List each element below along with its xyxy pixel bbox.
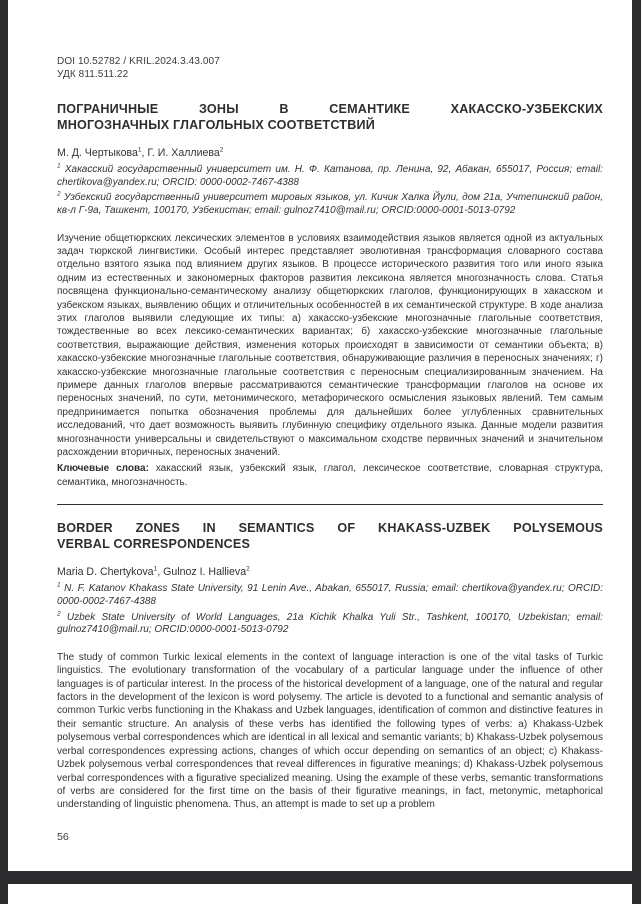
author-en-2-affiliation-mark: 2 bbox=[246, 565, 250, 573]
author-en-1-affiliation-mark: 1 bbox=[153, 565, 158, 573]
affiliation-en-1-mark: 1 bbox=[57, 582, 61, 590]
affiliation-en-2-mark: 2 bbox=[57, 610, 61, 618]
doi-line: DOI 10.52782 / KRIL.2024.3.43.007 bbox=[57, 56, 220, 67]
authors-en-separator: , bbox=[157, 566, 164, 579]
author-en-2: Gulnoz I. Hallieva bbox=[163, 566, 247, 579]
affiliation-ru-1 bbox=[57, 164, 603, 189]
author-en-1: Maria D. Chertykova bbox=[57, 566, 154, 579]
keywords-ru bbox=[57, 462, 603, 489]
affiliation-en-1-text: N. F. Katanov Khakass State University, 91 Lenin Ave., Abakan, 655017, Russia; email: chertikova@yandex.ru; ORCID: 0000-0002-7467-4388 bbox=[57, 583, 603, 608]
article-title-ru-line1: ПОГРАНИЧНЫЕ ЗОНЫ В СЕМАНТИКЕ ХАКАССКО-УЗБЕКСКИХ bbox=[57, 102, 603, 116]
article-title-ru bbox=[57, 102, 603, 133]
abstract-en: The study of common Turkic lexical elements in the context of language interaction is one of the vital tasks of Turkic linguistics. The evolutionary transformation of the vocabulary of a particular language under the influence of other languages is of particular interest. In the process of the historical development of a language, one of the natural and regular factors in the development of the lexicon is word polysemy. The article is devoted to a functional and semantic analysis of common Turkic verbs functioning in the Khakass and Uzbek languages, identification of common and distinctive features in their semantic structure. An analysis of these verbs has identified the following types of verbs: a) Khakass-Uzbek polysemous verbal correspondences which are identical in all lexical and semantic variants; b) Khakass-Uzbek polysemous verbal correspondences expressing actions, changes of which occur depending on semantics of an object; c) Khakass-Uzbek polysemous verbal correspondences that reveal differences in figurative meanings; d) Khakass-Uzbek polysemous verbal correspondences with a figurative specialized meaning. Using the example of these verbs, semantic transformations of verbs are considered for the first time on the basis of their figurative meanings, in fact, metonymic, metaphorical understanding of linguistic phenomena. Thus, an attempt is made to set up a problem bbox=[57, 651, 603, 811]
affiliation-ru-2 bbox=[57, 192, 603, 217]
next-page-sliver bbox=[8, 884, 632, 904]
article-title-en bbox=[57, 521, 603, 552]
authors-ru-separator: , bbox=[141, 147, 148, 160]
article-title-ru-line2: МНОГОЗНАЧНЫХ ГЛАГОЛЬНЫХ СООТВЕТСТВИЙ bbox=[57, 117, 375, 132]
keywords-ru-label: Ключевые слова: bbox=[57, 463, 149, 475]
article-title-en-line2: VERBAL CORRESPONDENCES bbox=[57, 536, 251, 551]
affiliation-ru-2-mark: 2 bbox=[57, 191, 61, 199]
affiliation-ru-2-text: Узбекский государственный университет мировых языков, ул. Кичик Халка Йули, дом 21а, Учтепинский район, кв-л Г-9а, Ташкент, 100170, Узбекистан; email: gulnoz7410@mail.ru; ORCID:0000-0001-5013-0792 bbox=[57, 192, 604, 216]
keywords-ru-text: хакасский язык, узбекский язык, глагол, лексическое соответствие, словарная структура, семантика, многозначность. bbox=[57, 463, 603, 488]
authors-en bbox=[57, 566, 603, 579]
affiliation-en-1 bbox=[57, 583, 603, 608]
abstract-ru: Изучение общетюркских лексических элементов в условиях взаимодействия языков является одной из актуальных задач тюркской лингвистики. Особый интерес представляет эволютивная трансформация словарного состава отдельно взятого языка под влиянием других языков. В процессе исторического развития того или иного языка одним из естественных и закономерных факторов развития лексикона является многозначность слова. Статья посвящена функционально-семантическому анализу общетюркских глаголов, функционирующих в хакасском и узбекском языках, выявлению общих и отличительных особенностей в их семантической структуре. В ходе анализа этих глаголов выявили следующие их типы: а) хакасско-узбекские многозначные глагольные соответствия, тождественные во всех лексико-семантических вариантах; б) хакасско-узбекские многозначные глагольные соответствия, выражающие действия, изменения которых происходят в зависимости от семантики объекта; в) хакасско-узбекские многозначные глагольные соответствия, обнаруживающие различия в переносных значениях; г) хакасско-узбекские многозначные глагольные соответствия с переносным специализированным значением. На примере данных глаголов впервые рассматриваются семантические трансформации глаголов на основе их переносных значений, по сути, метонимического, метафорического осмысления языковых явлений. Тем самым предпринимается попытка обозначения проблемы для дальнейших более углубленных сравнительных исследований, что дает возможность выявить глубинную специфику отдельного языка. Данные модели развития многозначности универсальны и свидетельствуют о максимальном сходстве первичных значений и значительном расхождении вторичных, переносных значений. bbox=[57, 232, 603, 459]
page-number: 56 bbox=[57, 831, 69, 843]
author-ru-2: Г. И. Халлиева bbox=[147, 147, 220, 160]
document-page bbox=[8, 0, 632, 871]
udc-line: УДК 811.511.22 bbox=[57, 69, 129, 80]
affiliation-en-2 bbox=[57, 612, 603, 637]
article-title-en-line1: BORDER ZONES IN SEMANTICS OF KHAKASS-UZBEK POLYSEMOUS bbox=[57, 521, 603, 536]
authors-ru bbox=[57, 147, 603, 160]
affiliation-en-2-text: Uzbek State University of World Languages, 21a Kichik Khalka Yuli Str., Tashkent, 100170, Uzbekistan; email: gulnoz7410@mail.ru; ORCID:0000-0001-5013-0792 bbox=[57, 611, 603, 636]
section-divider bbox=[57, 504, 603, 505]
author-ru-1: М. Д. Чертыкова bbox=[57, 147, 138, 160]
affiliation-ru-1-text: Хакасский государственный университет им. Н. Ф. Катанова, пр. Ленина, 92, Абакан, 655017, Россия; email: chertikova@yandex.ru; ORCID: 0000-0002-7467-4388 bbox=[57, 164, 604, 188]
author-ru-2-affiliation-mark: 2 bbox=[219, 146, 224, 154]
author-ru-1-affiliation-mark: 1 bbox=[137, 146, 142, 154]
affiliation-ru-1-mark: 1 bbox=[57, 162, 61, 170]
